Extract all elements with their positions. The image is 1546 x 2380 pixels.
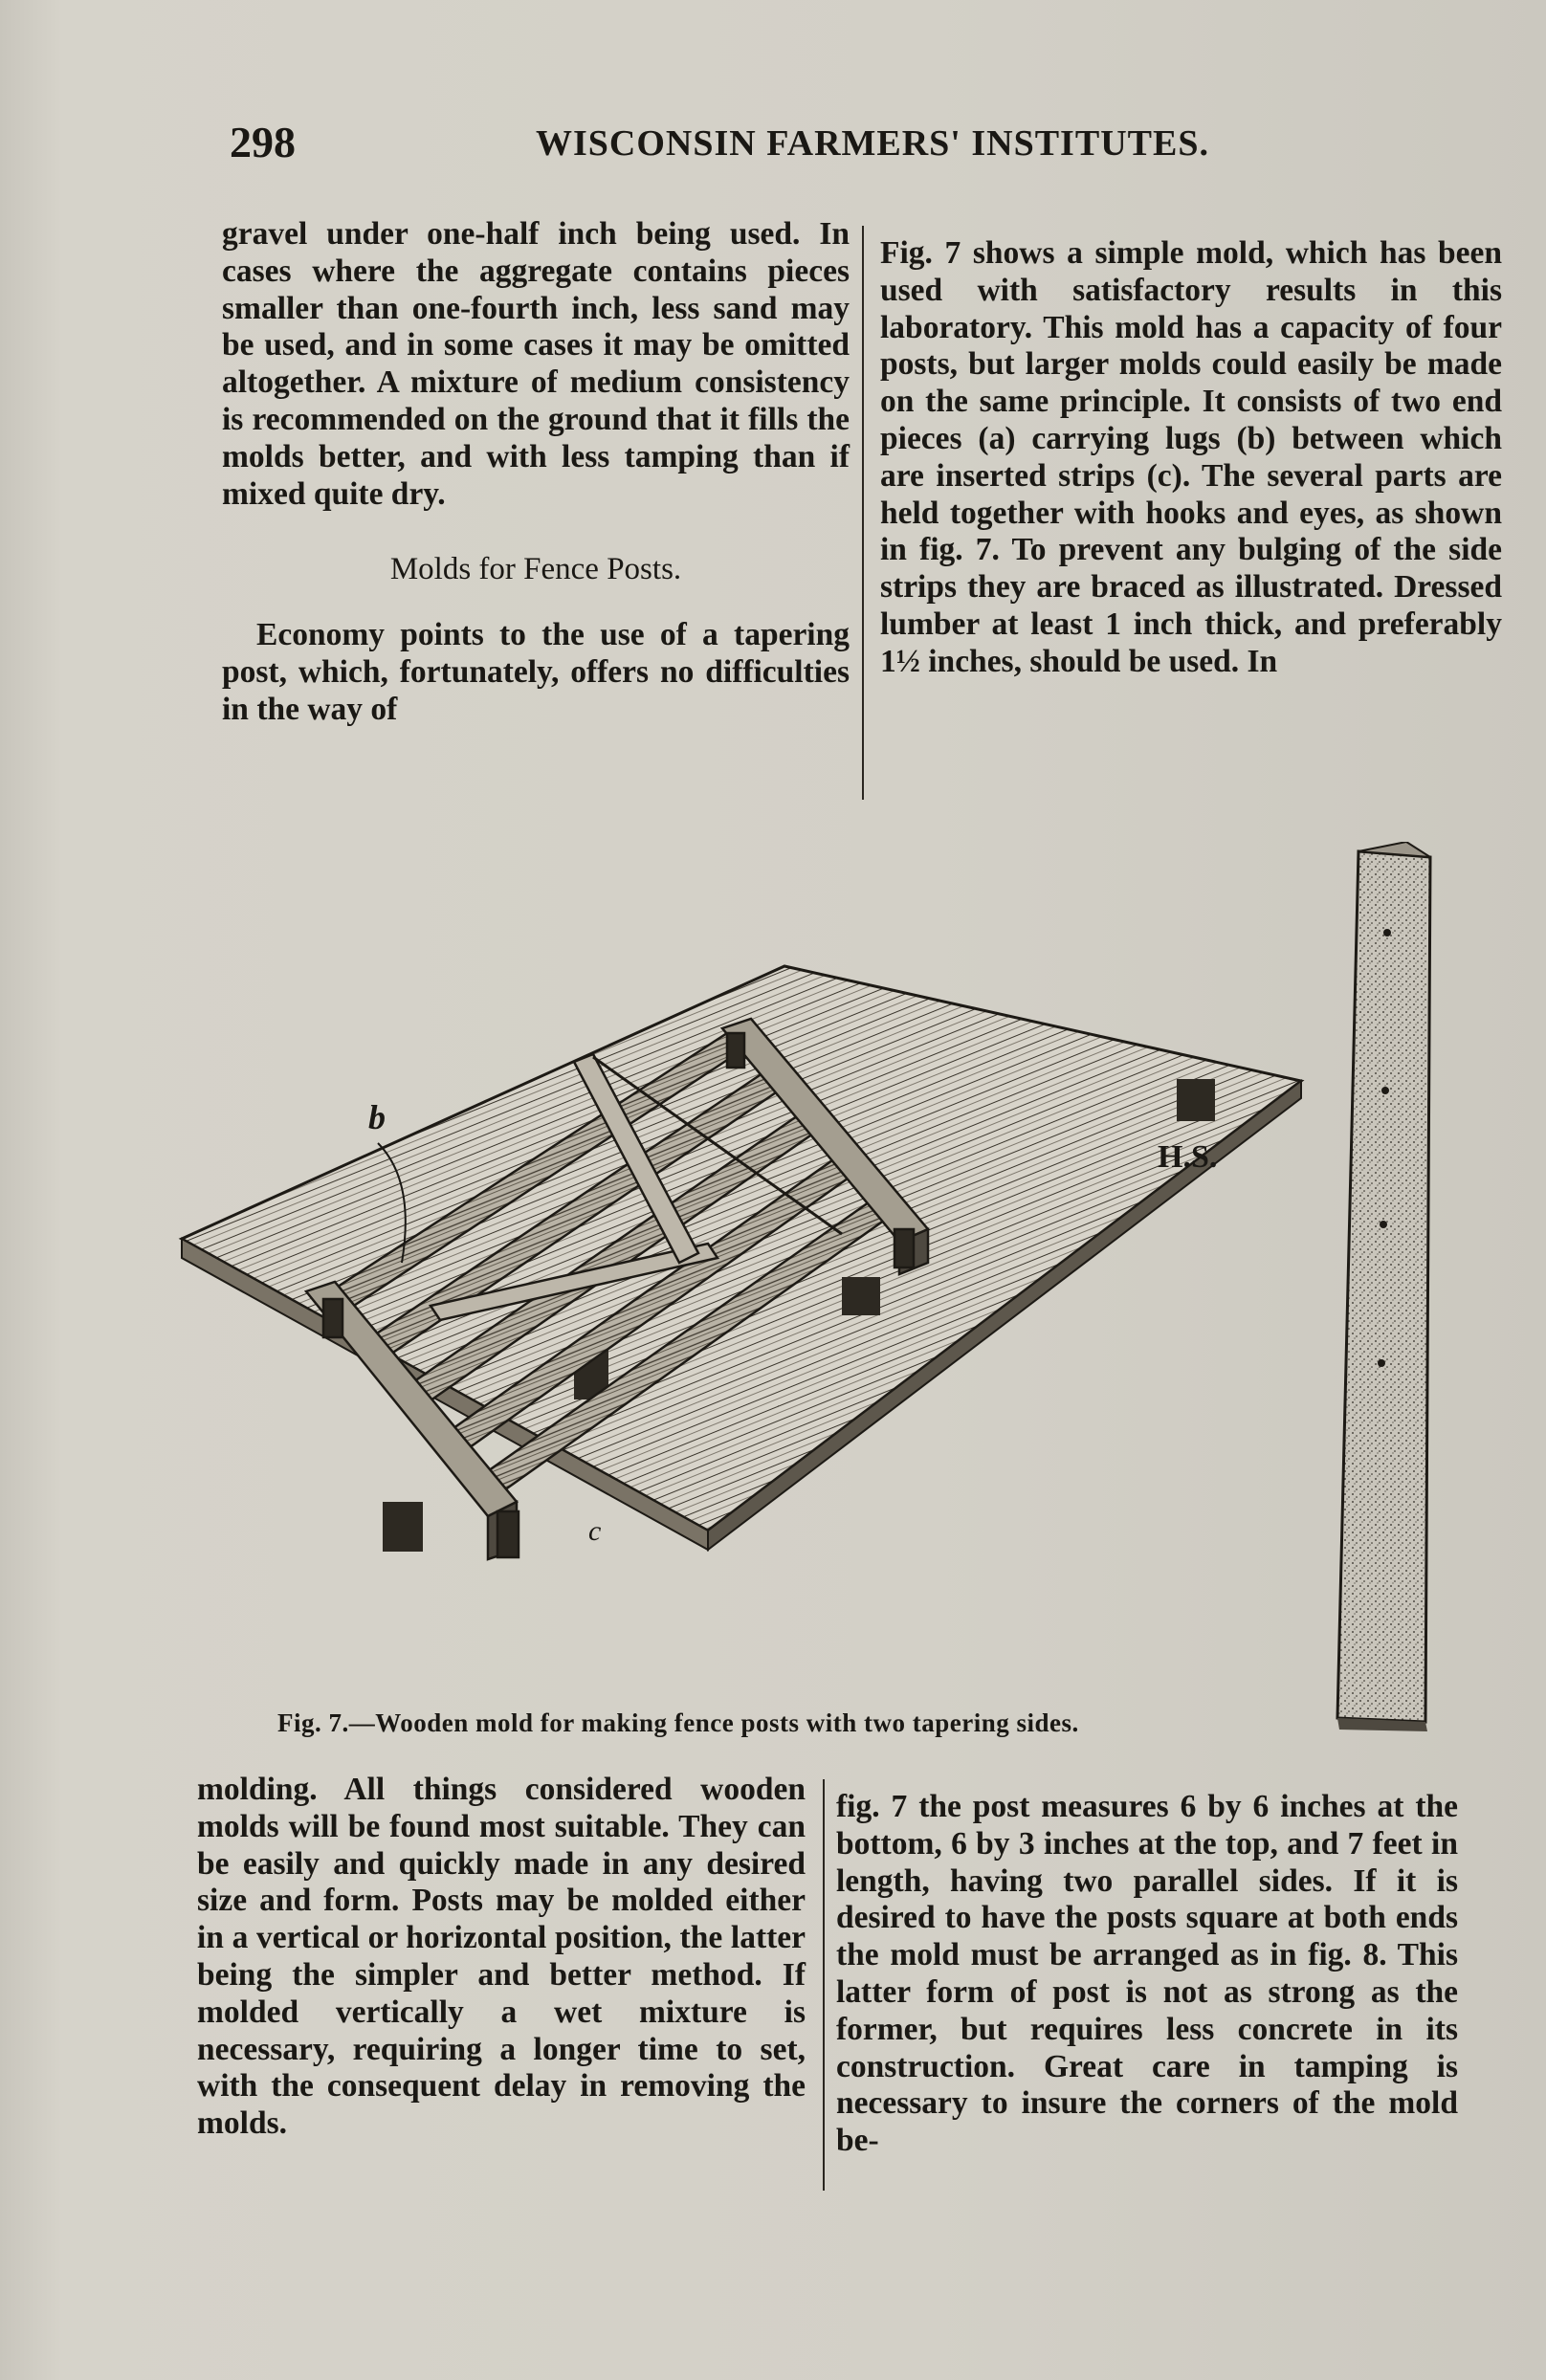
page-number: 298 [230,118,296,166]
left-column-top [222,216,850,729]
page-header [230,117,1244,174]
right-column-bottom [836,1789,1458,2160]
paragraph-economy: Economy points to the use of a tapering post, which, fortunately, offers no difficulties in the way of [222,617,850,727]
paragraph-aggregate: gravel under one-half inch being used. In cases where the aggregate contains pieces smaller than one-fourth inch, less sand may be used, and in some cases it may be omitted altogether. A mixture of medium consistency is recommended on the ground that it fills the molds better, and with less tamping than if mixed quite dry. [222,216,850,512]
label-b: b [368,1098,386,1136]
right-column-top [880,235,1502,681]
artist-initials: H.S. [1158,1139,1218,1175]
label-c: c [588,1515,602,1547]
paragraph-post-measures: fig. 7 the post measures 6 by 6 inches at the bottom, 6 by 3 inches at the top, and 7 feet in length, having two parallel sides. If it is desired to have the posts square at both ends the mold must be arranged as in fig. 8. This latter form of post is not as strong as the former, but requires less concrete in its construction. Great care in tamping is necessary to insure the corners of the mold be- [836,1789,1458,2159]
paragraph-fig7-description: Fig. 7 shows a simple mold, which has been used with satisfactory results in this laboratory. This mold has a capacity of four posts, but larger molds could easily be made on the same principle. It consists of two end pieces (a) carrying lugs (b) between which are inserted strips (c). The several parts are held together with hooks and eyes, as shown in fig. 7. To prevent any bulging of the side strips they are braced as illustrated. Dressed lumber at least 1 inch thick, and preferably 1½ inches, should be used. In [880,235,1502,679]
column-divider-top [862,226,864,800]
running-head: WISCONSIN FARMERS' INSTITUTES. [536,123,1209,164]
section-heading: Molds for Fence Posts. [389,552,682,587]
left-column-bottom [197,1772,806,2143]
paragraph-molding: molding. All things considered wooden molds will be found most suitable. They can be easily and quickly made in any desired size and form. Posts may be molded either in a vertical or horizontal position, the latter being the simpler and better method. If molded vertically a wet mixture is necessary, requiring a longer time to set, with the consequent delay in removing the molds. [197,1772,806,2142]
fence-post [1337,842,1430,1731]
figure-caption: Fig. 7.—Wooden mold for making fence posts with two tapering sides. [277,1708,1079,1737]
figure-7 [172,842,1512,1731]
wooden-mold-illustration [172,842,1512,1731]
column-divider-bottom [823,1779,825,2191]
